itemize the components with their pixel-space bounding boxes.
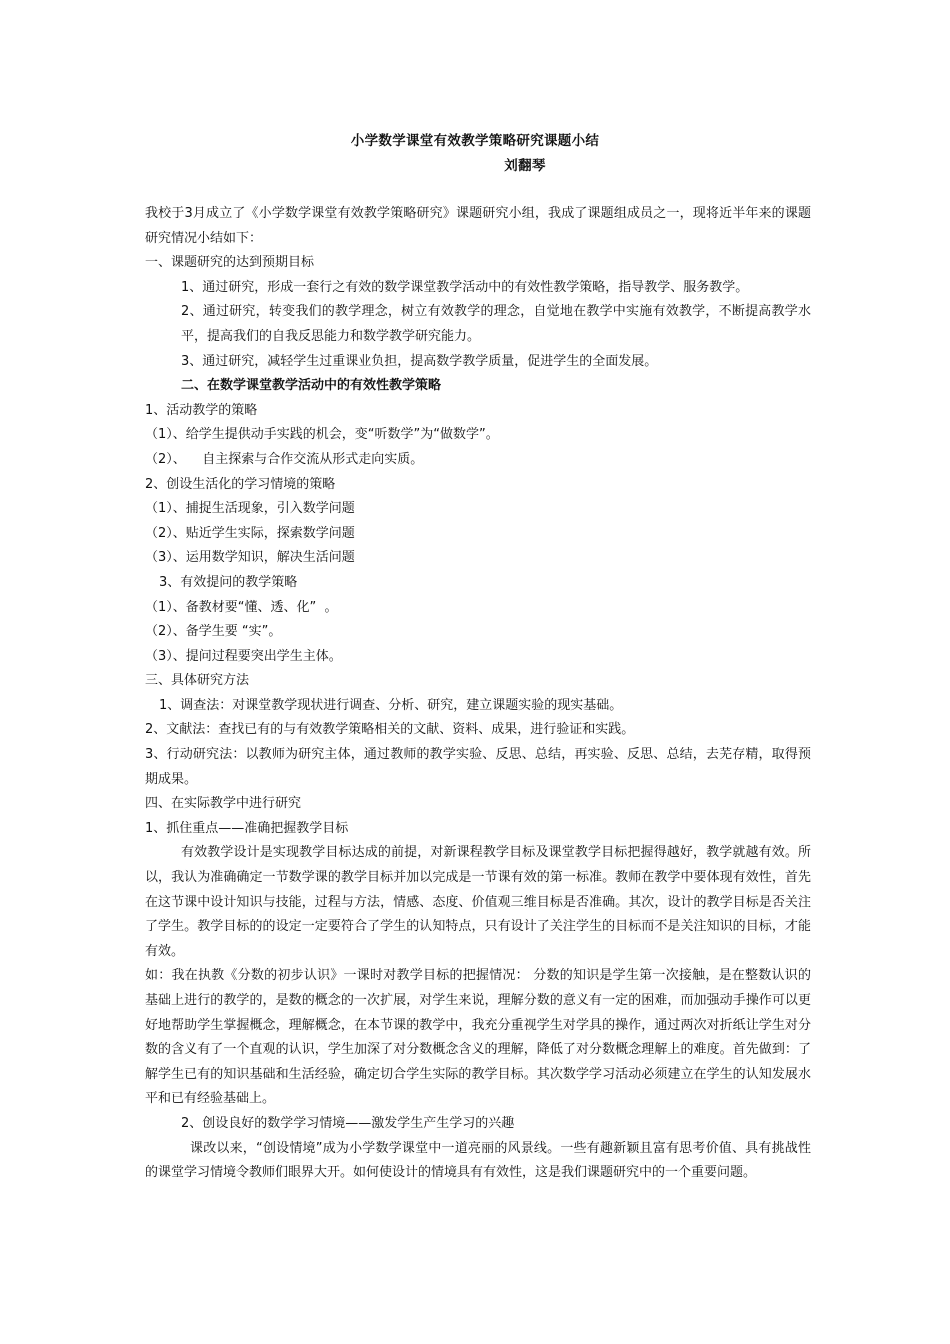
document-body [145,202,811,1186]
strategy-item: （3）、提问过程要突出学生主体。 [145,648,342,664]
practice-example-paragraph: 如：我在执教《分数的初步认识》一课时对教学目标的把握情况： 分数的知识是学生第一次接触，是在整数认识的基础上进行的教学的，是数的概念的一次扩展，对学生来说，理解分数的意义有一定的困难，而加强动手操作可以更好地帮助学生掌握概念，理解概念，在本节课的教学中，我充分重视学生对学具的操作，通过两次对折纸让学生对分数的含义有了一个直观的认识，学生加深了对分数概念含义的理解，降低了对分数概念理解上的难度。首先做到：了解学生已有的知识基础和生活经验，确定切合学生实际的教学目标。其次数学学习活动必须建立在学生的认知发展水平和已有经验基础上。 [145,968,811,1107]
strategy-item: （2）、贴近学生实际，探索数学问题 [145,525,355,541]
section-heading-2: 二、在数学课堂教学活动中的有效性教学策略 [181,378,442,394]
strategy-item: （2）、备学生要 “实”。 [145,624,282,640]
strategy-heading-2: 2、创设生活化的学习情境的策略 [145,476,336,492]
method-item-1: 1、调查法：对课堂教学现状进行调查、分析、研究，建立课题实验的现实基础。 [159,697,623,713]
practice-paragraph-2: 课改以来，“创设情境”成为小学数学课堂中一道亮丽的风景线。一些有趣新颖且富有思考价值、具有挑战性的课堂学习情境令教师们眼界大开。如何使设计的情境具有有效性，这是我们课题研究中的一个重要问题。 [145,1140,811,1181]
section-heading-4: 四、在实际教学中进行研究 [145,796,302,812]
practice-heading-1: 1、抓住重点——准确把握教学目标 [145,820,349,836]
goal-item-3: 3、通过研究，减轻学生过重课业负担，提高数学教学质量，促进学生的全面发展。 [181,353,658,369]
strategy-item: （3）、运用数学知识，解决生活问题 [145,550,355,566]
goal-item-2: 2、通过研究，转变我们的教学理念，树立有效教学的理念，自觉地在教学中实施有效教学，不断提高教学水平，提高我们的自我反思能力和数学教学研究能力。 [181,304,811,344]
strategy-heading-1: 1、活动教学的策略 [145,402,258,418]
strategy-item: （2）、 自主探索与合作交流从形式走向实质。 [145,451,424,467]
strategy-item: （1）、备教材要“懂、透、化” 。 [145,599,338,615]
intro-paragraph: 我校于3月成立了《小学数学课堂有效教学策略研究》课题研究小组，我成了课题组成员之一，现将近半年来的课题研究情况小结如下： [145,206,811,246]
goal-item-1: 1、通过研究，形成一套行之有效的数学课堂教学活动中的有效性教学策略，指导教学、服务教学。 [181,279,749,295]
section-heading-3: 三、具体研究方法 [145,673,250,689]
strategy-item: （1）、捕捉生活现象，引入数学问题 [145,501,355,517]
method-item-2: 2、文献法：查找已有的与有效教学策略相关的文献、资料、成果，进行验证和实践。 [145,722,635,738]
strategy-item: （1）、给学生提供动手实践的机会，变“听数学”为“做数学”。 [145,427,499,443]
method-item-3: 3、行动研究法：以教师为研究主体，通过教师的教学实验、反思、总结，再实验、反思、总结，去芜存精，取得预期成果。 [145,747,811,787]
practice-paragraph-1: 有效教学设计是实现教学目标达成的前提，对新课程教学目标及课堂教学目标把握得越好，教学就越有效。所以，我认为准确确定一节数学课的教学目标并加以完成是一节课有效的第一标准。教师在教学中要体现有效性，首先在这节课中设计知识与技能，过程与方法，情感、态度、价值观三维目标是否准确。其次，设计的教学目标是否关注了学生。教学目标的的设定一定要符合了学生的认知特点，只有设计了关注学生的目标而不是关注知识的目标，才能有效。 [145,845,811,959]
practice-heading-2: 2、创设良好的数学学习情境——激发学生产生学习的兴趣 [181,1115,515,1131]
strategy-heading-3: 3、有效提问的教学策略 [159,574,298,590]
document-title: 小学数学课堂有效教学策略研究课题小结 [350,133,600,149]
author-name: 刘翻琴 [504,158,546,174]
section-heading-1: 一、课题研究的达到预期目标 [145,255,315,271]
